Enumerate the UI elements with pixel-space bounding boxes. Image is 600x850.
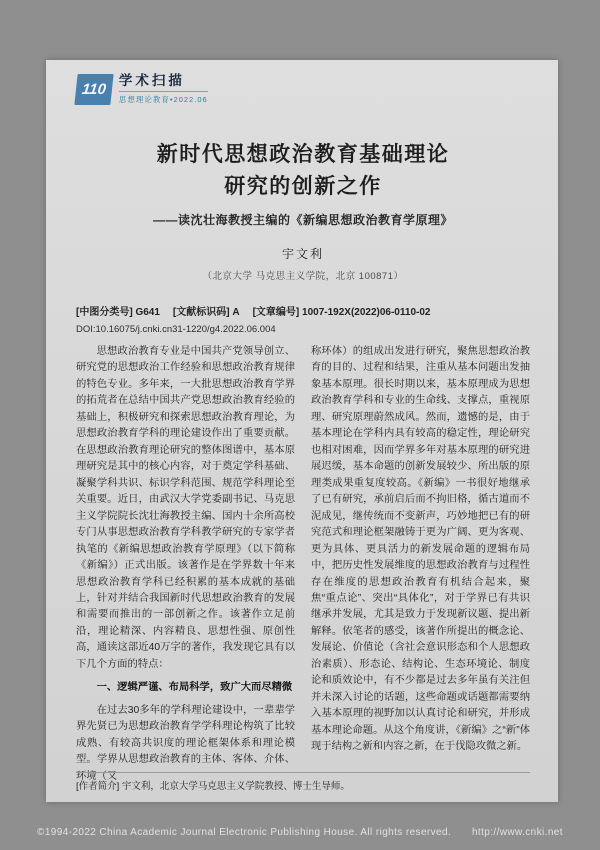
article-metadata-row xyxy=(76,303,530,318)
body-paragraph: 称环体）的组成出发进行研究，聚焦思想政治教育的目的、过程和结果，注重从基本问题出发抽象基本原理。很长时期以来，基本原理成为思想政治教育学科和专业的生命线、支撑点，重视原理、研究原理蔚然成风。然而，遗憾的是，由于基本理论在学科内具有较高的稳定性，理论研究也相对困难，因而学界多年对基本原理的研究进展迟缓，基本命题的创新发展较少、所出版的原理类成果重复度较高。《新编》一书很好地继承了已有研究，承前启后而不拘旧格，循古道而不泥成见，继传统而不变新声，巧妙地把已有的研究范式和理论框架融铸于更为广阔、更为客观、更为具体、更具活力的新发展命题的逻辑布局中，把历史性发展维度的思想政治教育与过程性存在维度的思想政治教育有机结合起来，聚焦“重点论”、突出“具体化”，对于学界已有共识继承并发展，尤其是致力于发现新议题、提出新解释。依笔者的感受，该著作所提出的概念论、发展论、价值论（含社会意识形态和个人思想政治素质）、形态论、结构论、生态环境论、制度论和质效论中，有不少都是过去多年虽有关注但并未深入讨论的话题，这些命题或话题都需要纳入基本原理的视野加以认真讨论和研究，并形成基本理论命题。从这个角度讲，《新编》之“新”体现于结构之新和内容之新，在于伐隐攻微之新。 xyxy=(311,345,530,753)
title-block xyxy=(76,139,530,228)
author-name: 宇文利 xyxy=(281,246,324,261)
body-paragraph: 在过去30多年的学科理论建设中，一辈辈学界先贤已为思想政治教育学学科理论构筑了比较成熟、有较高共识度的理论框架体系和理论模型。学界从思想政治教育的主体、客体、介体、环境（又 xyxy=(76,704,295,782)
column-badge-text xyxy=(119,74,208,105)
body-columns xyxy=(76,344,530,785)
column-name: 学术扫描 xyxy=(118,73,185,88)
left-column xyxy=(76,344,295,785)
article-subtitle: ——读沈壮海教授主编的《新编思想政治教育学原理》 xyxy=(152,212,453,227)
article-title-line2: 研究的创新之作 xyxy=(224,175,382,199)
doi: DOI:10.16075/j.cnki.cn31-1220/g4.2022.06.004 xyxy=(76,323,276,335)
page-number-badge: 110 xyxy=(74,74,113,105)
author-bio-note: [作者简介] 宇文利，北京大学马克思主义学院教授、博士生导师。 xyxy=(76,772,530,792)
right-column xyxy=(311,344,530,785)
cnki-copyright-footer: ©1994-2022 China Academic Journal Electronic Publishing House. All rights reserved. http://www.cnki.net xyxy=(37,827,563,838)
section-heading: 一、逻辑严谨、布局科学，致广大而尽精微 xyxy=(96,682,293,694)
author-affiliation: （北京大学 马克思主义学院，北京 100871） xyxy=(202,270,404,282)
body-paragraph: 思想政治教育专业是中国共产党领导创立、研究党的思想政治工作经验和思想政治教育规律的特色专业。多年来，一大批思想政治教育学界的拓荒者在总结中国共产党思想政治教育经验的基础上，积极研究和探索思想政治教育理论，为思想政治教育学科的理论建设作出了重要贡献。在思想政治教育理论研究的整体图谱中，基本原理研究是其中的核心内容，对于奠定学科基础、凝聚学科共识、标识学科范围、规范学科理论至关重要。近日，由武汉大学党委副书记、马克思主义学院院长沈壮海教授主编、国内十余所高校专门从事思想政治教育学科教学研究的专家学者执笔的《新编思想政治教育学原理》（以下简称《新编》）正式出版。该著作是在学界数十年来思想政治教育学科已经积累的基本成就的基础上，针对并结合我国新时代思想政治教育的发展和需要而推出的一部创新之作。该著作立足前沿，理论精深、内容精良、思想性强、原创性高，通读这部近40万字的著作，我发现它具有以下几个方面的特点： xyxy=(76,345,295,670)
article-title-line1: 新时代思想政治教育基础理论 xyxy=(156,142,450,166)
journal-issue-info: 思想理论教育•2022.06 xyxy=(119,91,208,105)
column-badge xyxy=(76,74,208,105)
clc-number: [中图分类号] G641 xyxy=(76,306,160,318)
document-code: [文献标识码] A xyxy=(172,306,240,318)
article-id: [文章编号] 1007-192X(2022)06-0110-02 xyxy=(252,306,431,318)
document-page xyxy=(46,60,558,802)
